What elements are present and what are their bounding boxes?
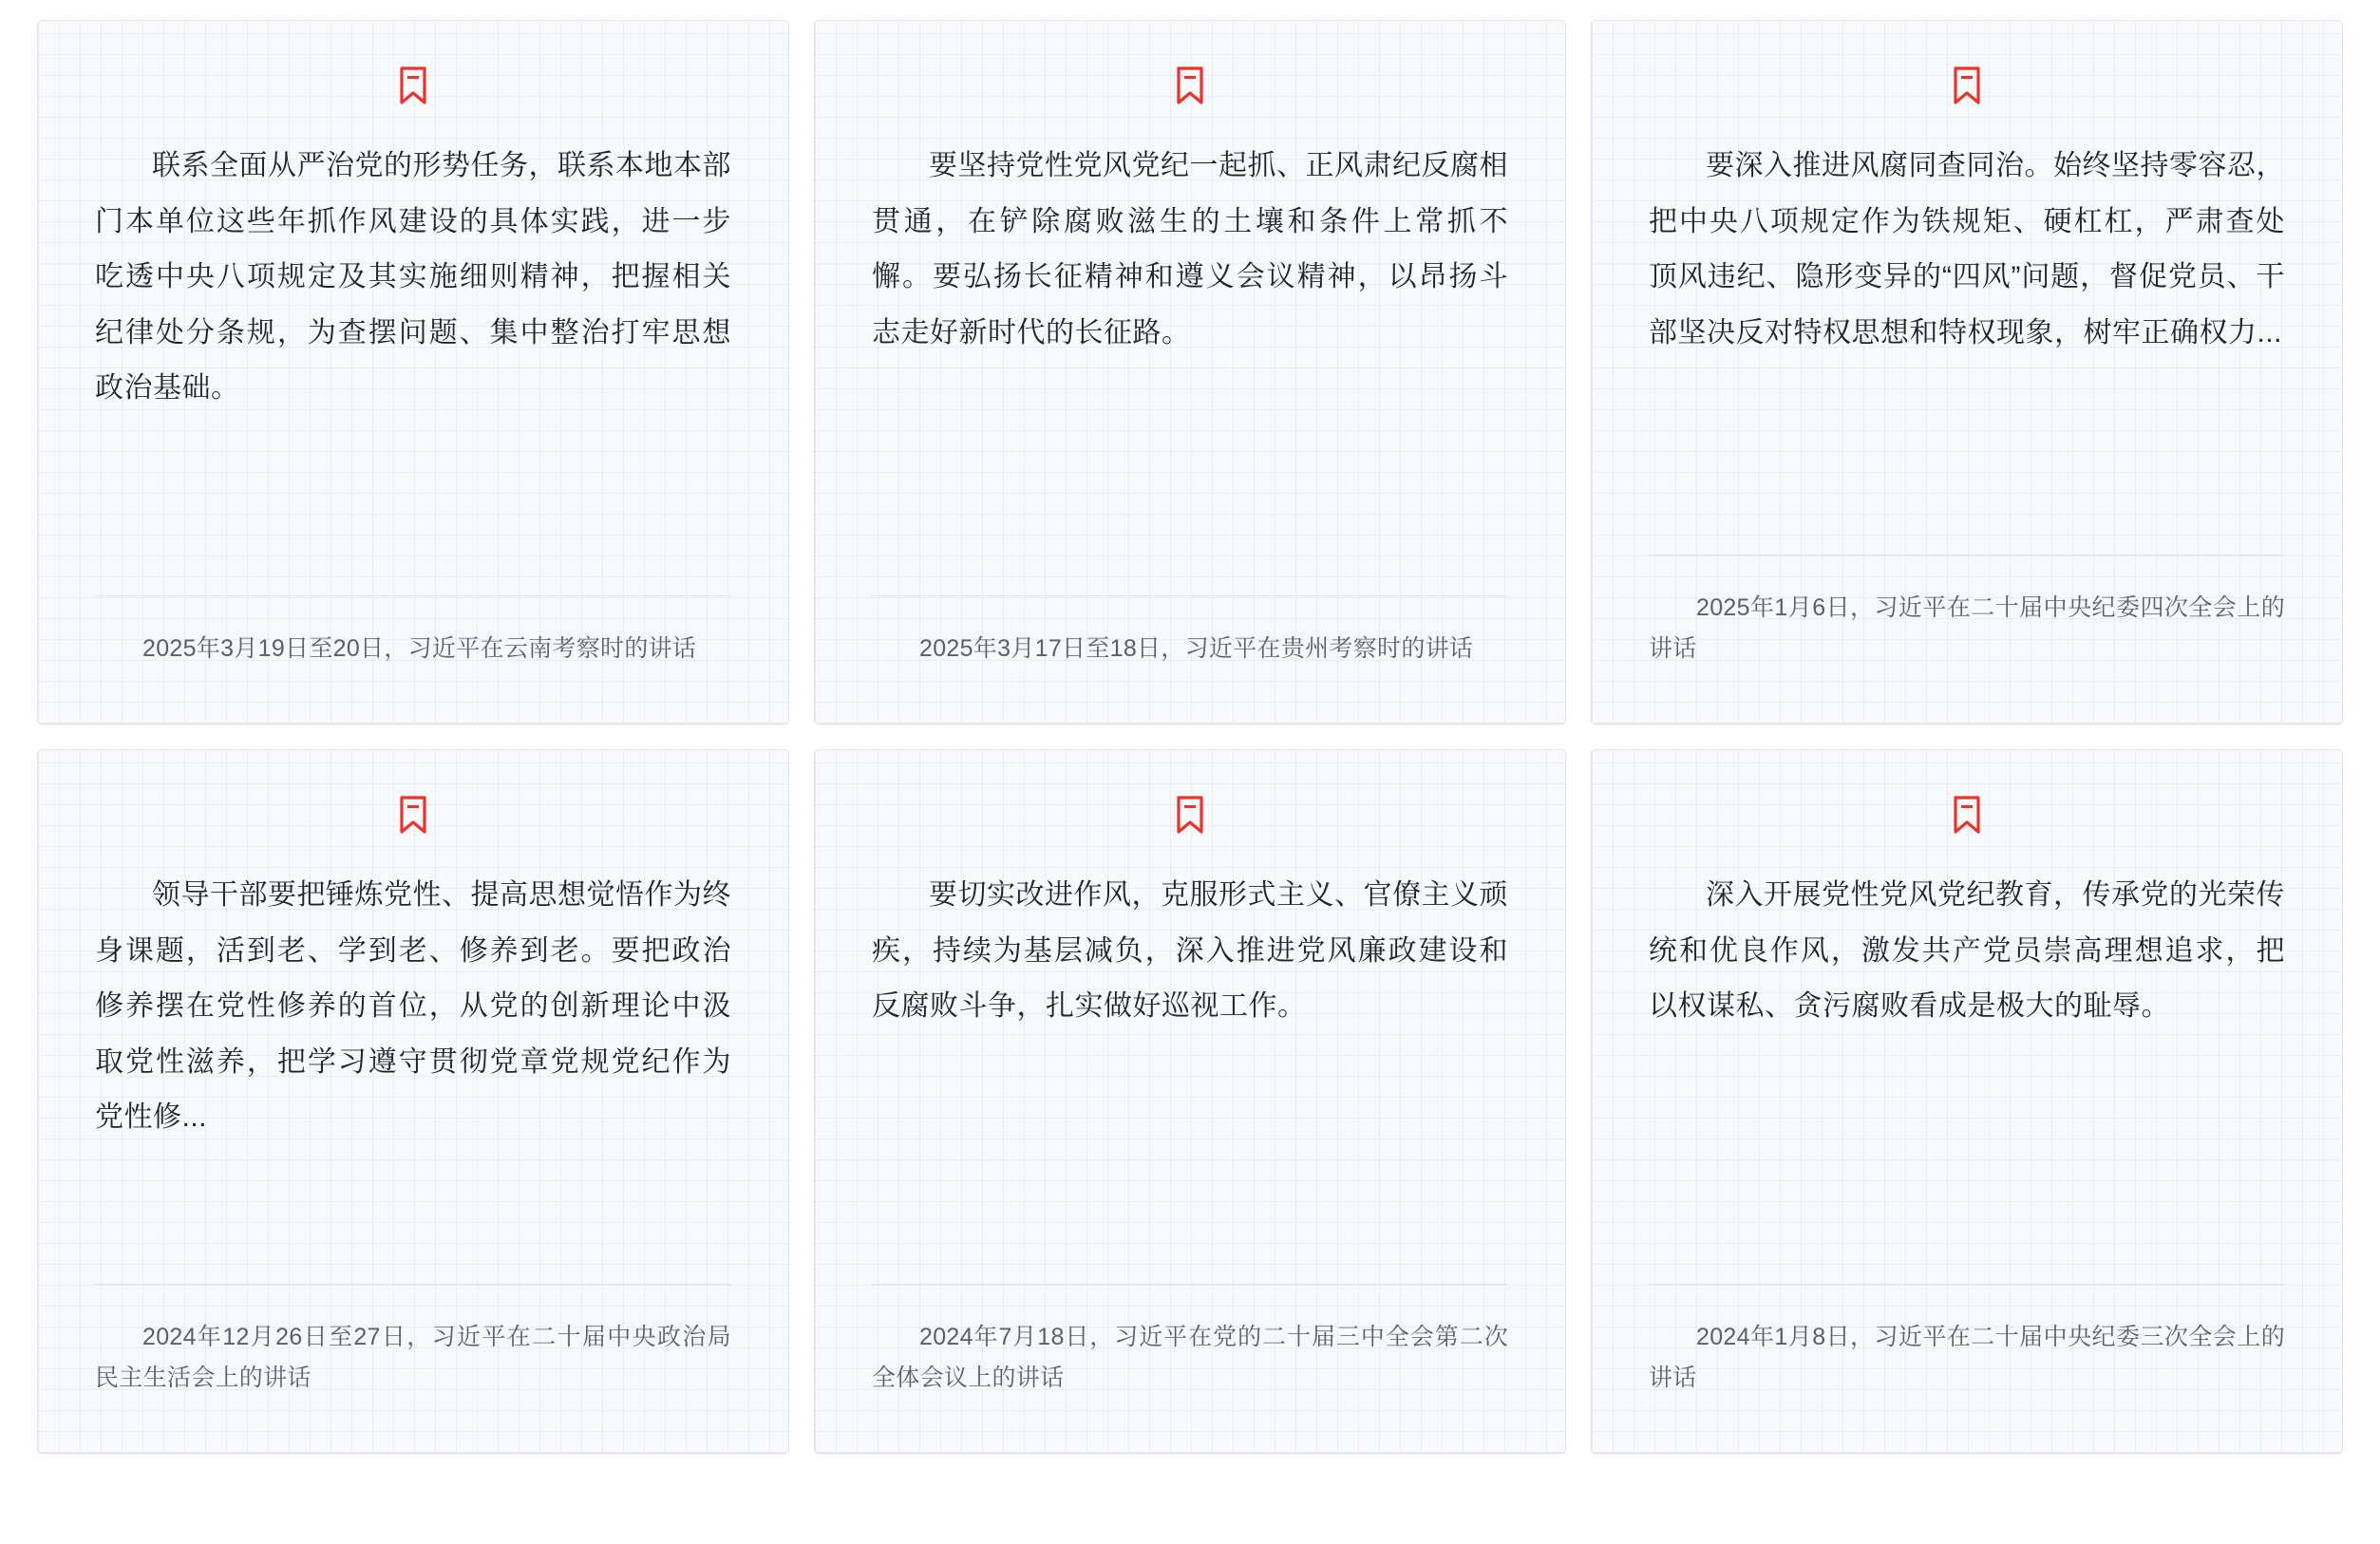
bookmark-icon-wrap <box>1649 796 2285 834</box>
bookmark-icon-wrap <box>95 796 731 834</box>
quote-text: 要深入推进风腐同查同治。始终坚持零容忍，把中央八项规定作为铁规矩、硬杠杠，严肃查处顶风违纪、隐形变异的“四风”问题，督促党员、干部坚决反对特权思想和特权现象，树牢正确权力... <box>1649 150 2285 348</box>
bookmark-icon-wrap <box>1649 66 2285 104</box>
quote-card[interactable] <box>38 21 788 724</box>
quote-card[interactable] <box>1592 21 2342 724</box>
bookmark-icon <box>1176 796 1204 834</box>
bookmark-icon <box>399 66 427 104</box>
quote-text: 要坚持党性党风党纪一起抓、正风肃纪反腐相贯通，在铲除腐败滋生的土壤和条件上常抓不懈。要弘扬长征精神和遵义会议精神，以昂扬斗志走好新时代的长征路。 <box>872 150 1508 348</box>
spacer <box>1649 361 2285 555</box>
divider <box>95 1284 731 1285</box>
quote-source: 2025年3月17日至18日，习近平在贵州考察时的讲话 <box>919 635 1474 663</box>
spacer <box>872 1035 1508 1284</box>
quote-text: 联系全面从严治党的形势任务，联系本地本部门本单位这些年抓作风建设的具体实践，进一步吃透中央八项规定及其实施细则精神，把握相关纪律处分条规，为查摆问题、集中整治打牢思想政治基础。 <box>95 150 731 404</box>
bookmark-icon <box>1953 66 1981 104</box>
bookmark-icon <box>1176 66 1204 104</box>
divider <box>872 1284 1508 1285</box>
quote-text: 领导干部要把锤炼党性、提高思想觉悟作为终身课题，活到老、学到老、修养到老。要把政治修养摆在党性修养的首位，从党的创新理论中汲取党性滋养，把学习遵守贯彻党章党规党纪作为党性修... <box>95 879 731 1133</box>
spacer <box>95 1146 731 1284</box>
quote-source: 2024年1月8日，习近平在二十届中央纪委三次全会上的讲话 <box>1649 1323 2285 1392</box>
quote-source: 2024年7月18日，习近平在党的二十届三中全会第二次全体会议上的讲话 <box>872 1323 1508 1392</box>
spacer <box>95 417 731 596</box>
divider <box>95 595 731 596</box>
divider <box>1649 1284 2285 1285</box>
quote-card[interactable] <box>38 750 788 1453</box>
spacer <box>872 361 1508 595</box>
quote-source: 2025年3月19日至20日，习近平在云南考察时的讲话 <box>142 635 697 663</box>
quote-text: 要切实改进作风，克服形式主义、官僚主义顽疾，持续为基层减负，深入推进党风廉政建设和反腐败斗争，扎实做好巡视工作。 <box>872 879 1508 1022</box>
quote-card[interactable] <box>1592 750 2342 1453</box>
quote-card[interactable] <box>815 21 1565 724</box>
spacer <box>1649 1035 2285 1284</box>
bookmark-icon <box>1953 796 1981 834</box>
bookmark-icon-wrap <box>95 66 731 104</box>
bookmark-icon-wrap <box>872 796 1508 834</box>
quote-card[interactable] <box>815 750 1565 1453</box>
quote-source: 2025年1月6日，习近平在二十届中央纪委四次全会上的讲话 <box>1649 593 2285 663</box>
quote-text: 深入开展党性党风党纪教育，传承党的光荣传统和优良作风，激发共产党员崇高理想追求，把以权谋私、贪污腐败看成是极大的耻辱。 <box>1649 879 2285 1022</box>
divider <box>872 595 1508 596</box>
quote-source: 2024年12月26日至27日，习近平在二十届中央政治局民主生活会上的讲话 <box>95 1323 731 1392</box>
bookmark-icon-wrap <box>872 66 1508 104</box>
bookmark-icon <box>399 796 427 834</box>
